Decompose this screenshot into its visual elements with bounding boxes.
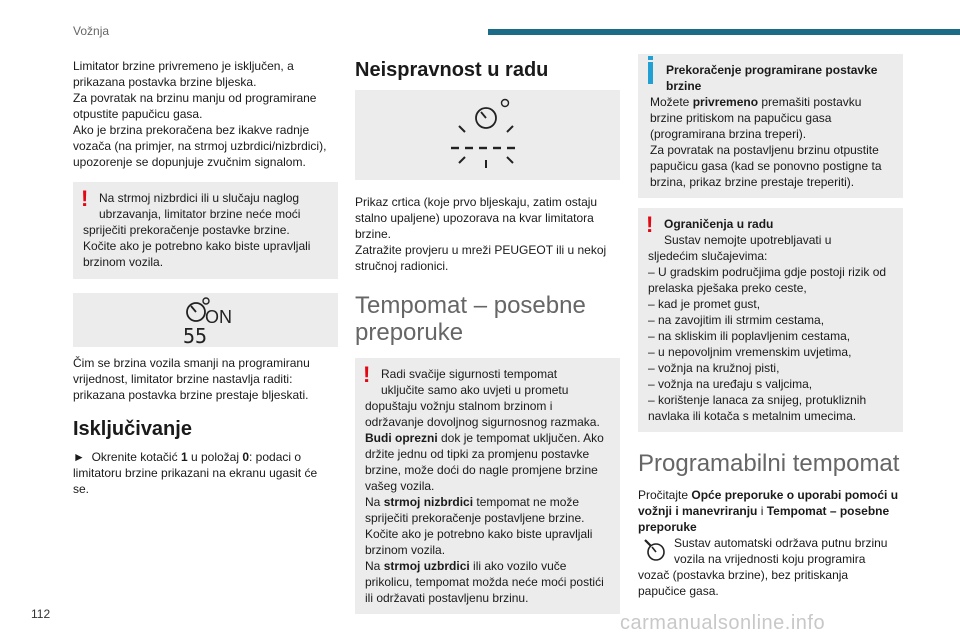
warning-box: ! Na strmoj nizbrdici ili u slučaju naglog ubrzavanja, limitator brzine neće moći spriječiti prekoračenje postavke brzine. Kočite ako je potrebno kako biste upravljali brzinom vozila. xyxy=(73,182,338,279)
watermark: carmanualsonline.info xyxy=(620,612,826,634)
header-accent-bar xyxy=(488,29,960,35)
section-heading: Programabilni tempomat xyxy=(638,450,900,477)
column-2 xyxy=(355,58,620,614)
column-3 xyxy=(638,54,903,599)
section-heading: Tempomat – posebne preporuke xyxy=(355,292,586,346)
speed-limiter-display-figure xyxy=(73,293,338,347)
paragraph: Limitator brzine privremeno je isključen, a prikazana postavka brzine bljeska. Za povratak na brzinu manju od programirane otpustite papučicu gasa. Ako je brzina prekoračena bez ikakve radnje vozača (na primjer, na strmoj uzbrdici/nizbrdici), upozorenje se dopunjuje zvučnim signalom. xyxy=(73,59,327,169)
on-label: ON xyxy=(205,307,232,327)
cruise-control-icon xyxy=(642,537,668,563)
header-title: Vožnja xyxy=(73,24,110,38)
gauge-icon xyxy=(73,293,338,347)
warning-box: ! Radi svačije sigurnosti tempomat uključite samo ako uvjeti u prometu dopuštaju vožnju stalnom brzinom i održavanje dovoljnog sigurnosnog razmaka. Budi oprezni dok je tempomat uključen. Ako držite jednu od tipki za promjenu postavke brzine, može doći do nagle promjene brzine vašeg vozila. Na strmoj nizbrdici tempomat ne može spriječiti prekoračenje postavljene brzine. Kočite ako je potrebno kako biste upravljali brzinom vozila. Na strmoj uzbrdici ili ako vozilo vuče prikolicu, tempomat možda neće moći postići ili održavati postavljenu brzinu. xyxy=(355,358,620,614)
arrow-bullet: ► xyxy=(73,450,85,464)
speed-digits: 55 xyxy=(183,324,208,347)
paragraph: Čim se brzina vozila smanji na programiranu vrijednost, limitator brzine nastavlja raditi: prikazana postavka brzine prestaje bljeskati. xyxy=(73,356,310,402)
exclamation-icon: ! xyxy=(363,362,371,387)
cruise-control-paragraph: Sustav automatski održava putnu brzinu vozila na vrijednosti koju programira vozač (postavka brzine), bez pritiskanja papučice gasa. xyxy=(638,536,888,598)
exclamation-icon: ! xyxy=(646,212,654,237)
malfunction-dashes-figure xyxy=(355,90,620,180)
section-heading: Isključivanje xyxy=(73,418,192,440)
paragraph: Prikaz crtica (koje prvo bljeskaju, zatim ostaju stalno upaljene) upozorava na kvar limitatora brzine. Zatražite provjeru u mreži PEUGEOT ili u nekoj stručnoj radionici. xyxy=(355,195,607,273)
info-icon xyxy=(648,62,653,84)
gauge-dashes-icon xyxy=(355,90,620,180)
paragraph: ► Okrenite kotačić 1 u položaj 0: podaci o limitatoru brzine prikazani na ekranu ugasit će se. xyxy=(73,450,318,496)
section-heading: Neispravnost u radu xyxy=(355,59,549,81)
exclamation-icon: ! xyxy=(81,186,89,211)
page-number: 112 xyxy=(31,607,51,621)
warning-box: ! Ograničenja u radu Sustav nemojte upotrebljavati u sljedećim slučajevima: – U gradskim područjima gdje postoji rizik od prelaska pješaka preko ceste, – kad je promet gust, – na zavojitim ili strmim cestama, – na skliskim ili poplavljenim cestama, – u nepovoljnim vremenskim uvjetima, – vožnja na kružnoj pisti, – vožnja na uređaju s valjcima, – korištenje lanaca za snijeg, protukliznih navlaka ili kotača s metalnim umecima. xyxy=(638,208,903,432)
info-box: Prekoračenje programirane postavke brzine Možete privremeno premašiti postavku brzine pritiskom na papučicu gasa (programirana brzina treperi). Za povratak na postavljenu brzinu otpustite papučicu gasa (kad se ponovno postigne ta brzina, prikaz brzine prestaje treperiti). xyxy=(638,54,903,198)
paragraph: Pročitajte Opće preporuke o uporabi pomoći u vožnji i manevriranju i Tempomat – posebne preporuke xyxy=(638,488,899,534)
column-1 xyxy=(73,58,338,497)
